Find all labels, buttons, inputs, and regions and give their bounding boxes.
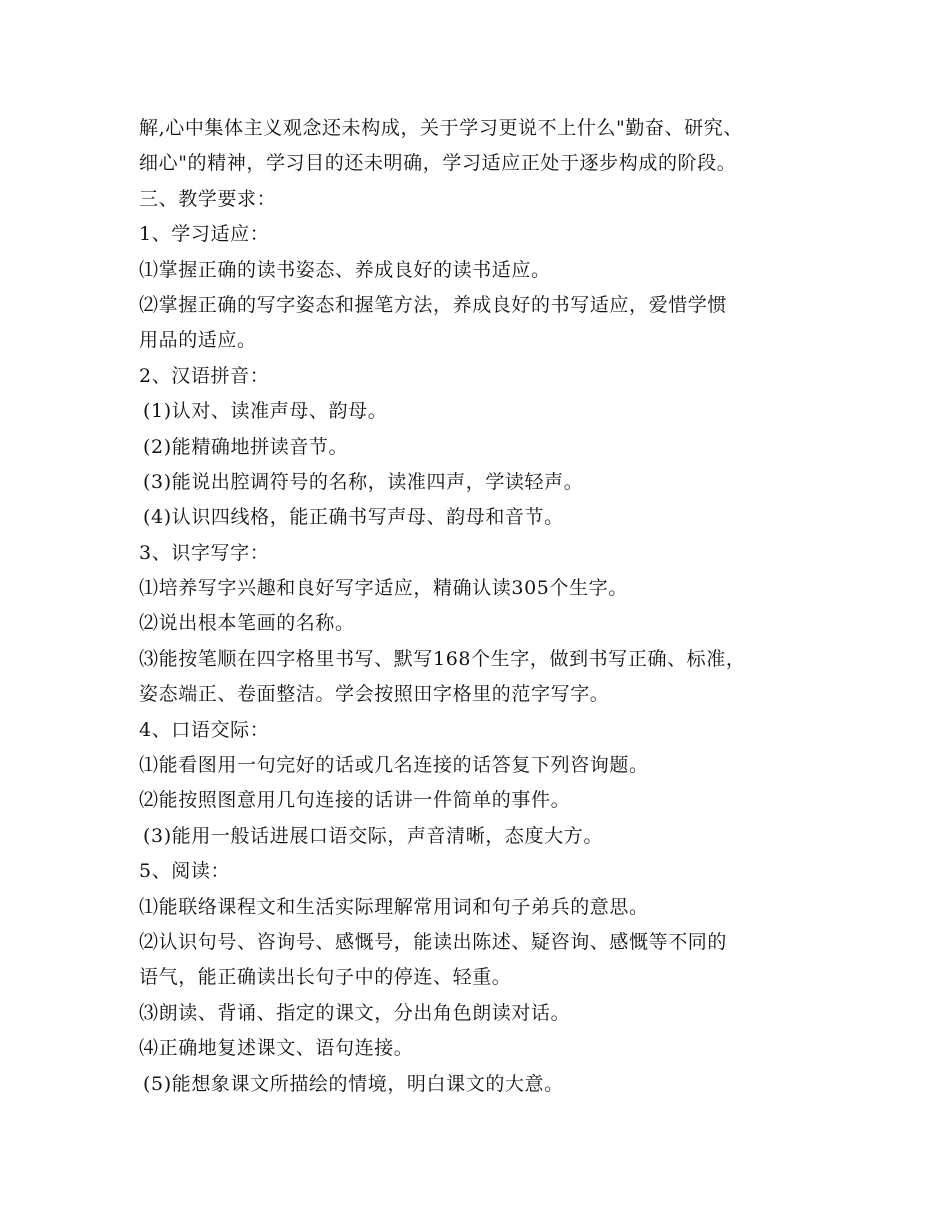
list-item: (3)能用一般话进展口语交际，声音清晰，态度大方。 (143, 824, 603, 847)
list-item: ⑶朗读、背诵、指定的课文，分出角色朗读对话。 (139, 1001, 571, 1024)
list-item-continuation: 姿态端正、卷面整洁。学会按照田字格里的范字写字。 (139, 683, 610, 706)
subsection-heading: 2、汉语拼音： (139, 364, 270, 387)
list-item: (5)能想象课文所描绘的情境，明白课文的大意。 (143, 1072, 564, 1095)
list-item: ⑴能联络课程文和生活实际理解常用词和句子弟兵的意思。 (139, 895, 649, 918)
list-item: ⑴掌握正确的读书姿态、养成良好的读书适应。 (139, 258, 551, 281)
subsection-heading: 5、阅读： (139, 860, 231, 883)
list-item: ⑵说出根本笔画的名称。 (139, 612, 355, 635)
list-item-continuation: 用品的适应。 (139, 329, 257, 352)
paragraph-line: 解,心中集体主义观念还未构成，关于学习更说不上什么"勤奋、研究、 (139, 117, 743, 139)
list-item: (1)认对、读准声母、韵母。 (143, 400, 388, 423)
subsection-heading: 1、学习适应： (139, 223, 270, 246)
paragraph-line: 细心"的精神，学习目的还未明确，学习适应正处于逐步构成的阶段。 (139, 152, 737, 175)
subsection-heading: 4、口语交际： (139, 718, 270, 741)
list-item: ⑵能按照图意用几句连接的话讲一件简单的事件。 (139, 789, 571, 812)
list-item: ⑵掌握正确的写字姿态和握笔方法，养成良好的书写适应，爱惜学惯 (139, 293, 728, 316)
list-item: (3)能说出腔调符号的名称，读准四声，学读轻声。 (143, 470, 584, 493)
list-item: (2)能精确地拼读音节。 (143, 435, 349, 458)
list-item: ⑷正确地复述课文、语句连接。 (139, 1037, 414, 1060)
list-item: ⑵认识句号、咨询号、感慨号，能读出陈述、疑咨询、感慨等不同的 (139, 930, 728, 953)
document-body (139, 111, 839, 1102)
list-item: ⑴培养写字兴趣和良好写字适应，精确认读305个生字。 (139, 577, 628, 600)
list-item: (4)认识四线格，能正确书写声母、韵母和音节。 (143, 506, 564, 529)
list-item: ⑴能看图用一句完好的话或几名连接的话答复下列咨询题。 (139, 754, 649, 777)
section-heading: 三、教学要求： (139, 187, 277, 210)
list-item-continuation: 语气，能正确读出长句子中的停连、轻重。 (139, 966, 512, 989)
subsection-heading: 3、识字写字： (139, 541, 270, 564)
list-item: ⑶能按笔顺在四字格里书写、默写168个生字，做到书写正确、标准， (139, 647, 746, 670)
